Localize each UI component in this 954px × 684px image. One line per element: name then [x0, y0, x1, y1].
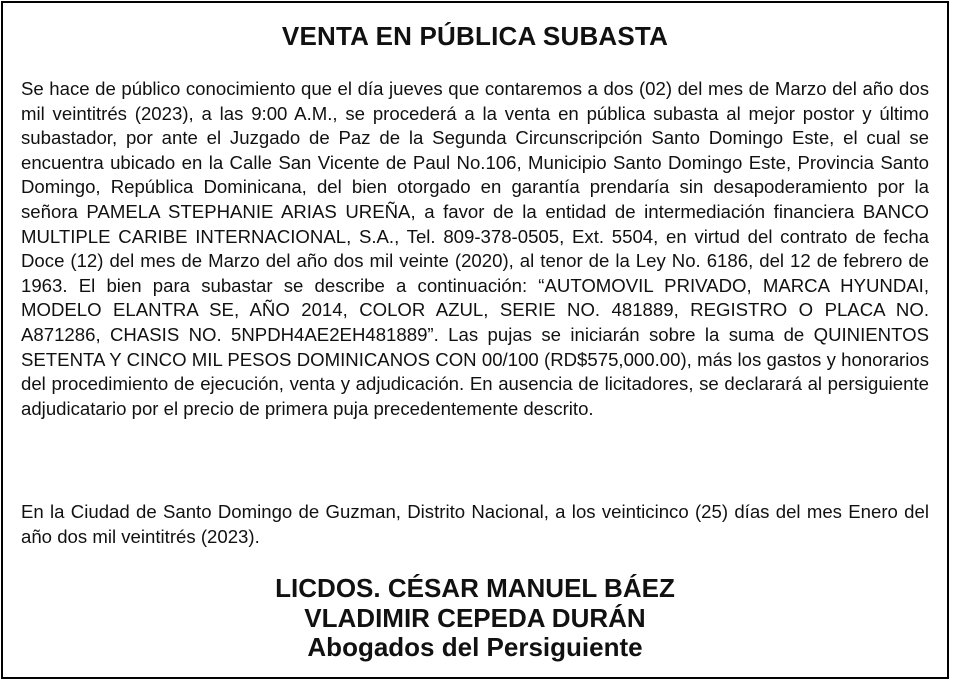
signature-block — [3, 574, 947, 663]
notice-closing-paragraph: En la Ciudad de Santo Domingo de Guzman, Distrito Nacional, a los veinticinco (25) días del mes Enero del año dos mil veintitrés (2023). — [21, 501, 929, 547]
signature-line-lawyer-name: VLADIMIR CEPEDA DURÁN — [304, 602, 646, 633]
notice-title: VENTA EN PÚBLICA SUBASTA — [281, 21, 669, 51]
signature-line-lawyers: LICDOS. CÉSAR MANUEL BÁEZ — [275, 573, 675, 603]
signature-line-role: Abogados del Persiguiente — [307, 632, 643, 662]
notice-body-paragraph: Se hace de público conocimiento que el día jueves que contaremos a dos (02) del mes de Marzo del año dos mil veintitrés (2023), a las 9:00 A.M., se procederá a la venta en pública subasta al mejor postor y último subastador, por ante el Juzgado de Paz de la Segunda Circunscripción Santo Domingo Este, el cual se encuentra ubicado en la Calle San Vicente de Paul No.106, Municipio Santo Domingo Este, Provincia Santo Domingo, República Dominicana, del bien otorgado en garantía prendaría sin desapoderamiento por la señora PAMELA STEPHANIE ARIAS UREÑA, a favor de la entidad de intermediación financiera BANCO MULTIPLE CARIBE INTERNACIONAL, S.A., Tel. 809-378-0505, Ext. 5504, en virtud del contrato de fecha Doce (12) del mes de Marzo del año dos mil veinte (2020), al tenor de la Ley No. 6186, del 12 de febrero de 1963. El bien para subastar se describe a continuación: “AUTOMOVIL PRIVADO, MARCA HYUNDAI, MODELO ELANTRA SE, AÑO 2014, COLOR AZUL, SERIE NO. 481889, REGISTRO O PLACA NO. A871286, CHASIS NO. 5NPDH4AE2EH481889”. Las pujas se iniciarán sobre la suma de QUINIENTOS SETENTA Y CINCO MIL PESOS DOMINICANOS CON 00/100 (RD$575,000.00), más los gastos y honorarios del procedimiento de ejecución, venta y adjudicación. En ausencia de licitadores, se declarará al persiguiente adjudicatario por el precio de primera puja precedentemente descrito. — [21, 78, 929, 419]
legal-notice-box — [1, 1, 949, 679]
